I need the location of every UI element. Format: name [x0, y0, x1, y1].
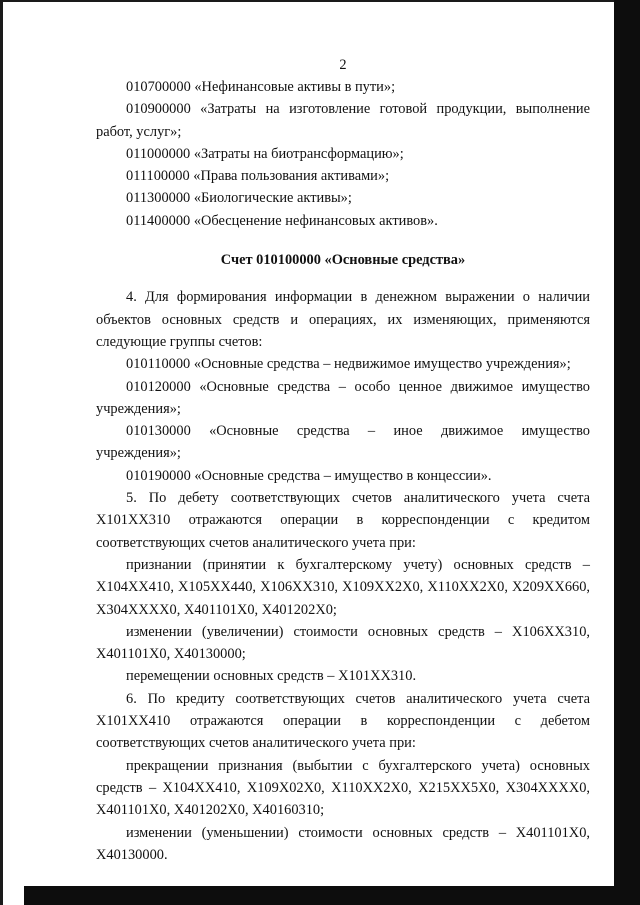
account-group-item: 010190000 «Основные средства – имущество в концессии».	[126, 467, 492, 484]
spacer	[96, 271, 590, 286]
debit-case-increase: изменении (увеличении) стоимости основных средств – X106XX310, X401101X0, X40130000;	[96, 623, 590, 663]
section-heading: Счет 010100000 «Основные средства»	[220, 252, 466, 269]
paragraph-4: 4. Для формирования информации в денежном выражении о наличии объектов основных средств и операциях, их изменяющих, применяются следующие группы счетов:	[96, 289, 590, 350]
intro-item: 011400000 «Обесценение нефинансовых активов».	[126, 212, 438, 229]
document-page	[96, 54, 590, 866]
intro-item: 010700000 «Нефинансовые активы в пути»;	[126, 79, 396, 95]
paragraph-5: 5. По дебету соответствующих счетов аналитического учета счета X101XX310 отражаются операции в корреспонденции с кредитом соответствующих счетов аналитического учета при:	[96, 490, 590, 551]
account-group-item: 010120000 «Основные средства – особо ценное движимое имущество учреждения»;	[96, 378, 590, 417]
scan-border-right	[614, 0, 640, 905]
paragraph-6: 6. По кредиту соответствующих счетов аналитического учета счета X101XX410 отражаются операции в корреспонденции с дебетом соответствующих счетов аналитического учета при:	[96, 690, 590, 752]
account-group-item: 010130000 «Основные средства – иное движимое имущество учреждения»;	[96, 423, 590, 462]
intro-item: 010900000 «Затраты на изготовление готовой продукции, выполнение работ, услуг»;	[96, 101, 590, 140]
account-group-item: 010110000 «Основные средства – недвижимое имущество учреждения»;	[126, 356, 571, 373]
scan-border-bottom	[24, 886, 614, 905]
scan-border-left	[0, 0, 3, 905]
page-number: 2	[339, 57, 347, 73]
intro-item: 011100000 «Права пользования активами»;	[126, 168, 390, 185]
spacer	[96, 232, 590, 249]
debit-case-recognition: признании (принятии к бухгалтерскому учету) основных средств – X104XX410, X105XX440, X106XX310, X109XX2X0, X110XX2X0, X209XX660, X304XXXX0, X401101X0, X401202X0;	[96, 556, 590, 618]
intro-item: 011000000 «Затраты на биотрансформацию»;	[126, 145, 404, 162]
debit-case-transfer: перемещении основных средств – X101XX310.	[126, 668, 417, 685]
credit-case-decrease: изменении (уменьшении) стоимости основных средств – X401101X0, X40130000.	[96, 824, 590, 863]
intro-item: 011300000 «Биологические активы»;	[126, 190, 352, 207]
scan-border-top	[0, 0, 640, 2]
credit-case-derecognition: прекращении признания (выбытии с бухгалтерского учета) основных средств – X104XX410, X109X02X0, X110XX2X0, X215XX5X0, X304XXXX0, X401101X0, X401202X0, X40160310;	[96, 757, 590, 819]
